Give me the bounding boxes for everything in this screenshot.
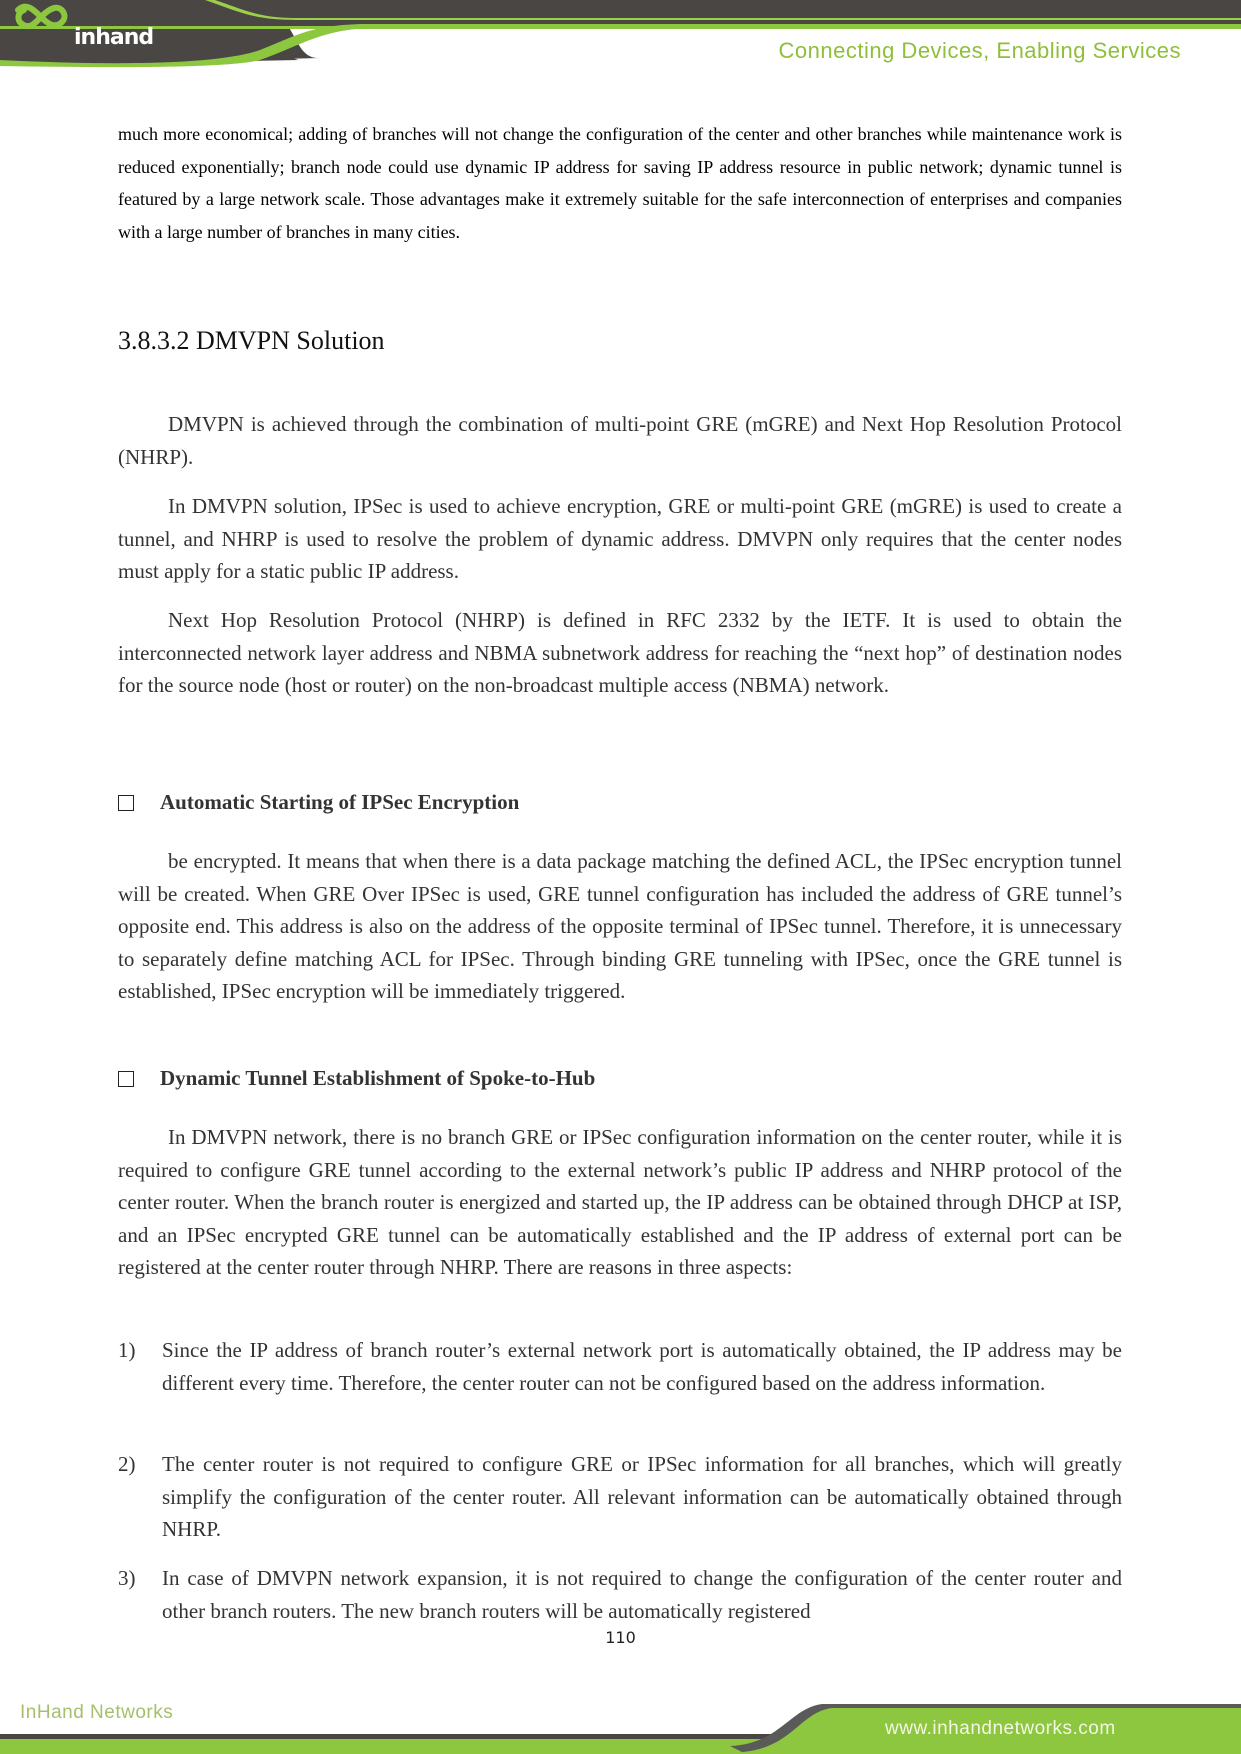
page-number: 110 bbox=[605, 1628, 636, 1647]
list-item-number: 1) bbox=[118, 1338, 136, 1362]
list-item-number: 3) bbox=[118, 1566, 136, 1590]
page-footer bbox=[0, 1690, 1241, 1754]
paragraph-ipsec: be encrypted. It means that when there is a data package matching the defined ACL, the IPSec encryption tunnel will be created. When GRE Over IPSec is used, GRE tunnel configuration has included the address of GRE tunnel’s opposite end. This address is also on the address of the opposite terminal of IPSec tunnel. Therefore, it is unnecessary to separately define matching ACL for IPSec. Through binding GRE tunneling with IPSec, once the GRE tunnel is established, IPSec encryption will be immediately triggered. bbox=[118, 849, 1122, 1003]
section-heading: 3.8.3.2 DMVPN Solution bbox=[118, 326, 385, 355]
list-item bbox=[118, 1334, 1122, 1399]
list-item-text: In case of DMVPN network expansion, it is not required to change the configuration of the center router and other branch routers. The new branch routers will be automatically registered bbox=[162, 1566, 1122, 1623]
header-tagline: Connecting Devices, Enabling Services bbox=[778, 38, 1181, 63]
list-item bbox=[118, 1562, 1122, 1627]
page-header bbox=[0, 0, 1241, 80]
paragraph-spoke-to-hub: In DMVPN network, there is no branch GRE or IPSec configuration information on the center router, while it is required to configure GRE tunnel according to the external network’s public IP address and NHRP protocol of the center router. When the branch router is energized and started up, the IP address can be obtained through DHCP at ISP, and an IPSec encrypted GRE tunnel can be automatically established and the IP address of external port can be registered at the center router through NHRP. There are reasons in three aspects: bbox=[118, 1125, 1122, 1279]
subsection-heading-spoke-to-hub bbox=[118, 1066, 595, 1091]
checkbox-bullet-icon bbox=[118, 795, 134, 811]
footer-website-link[interactable]: www.inhandnetworks.com bbox=[885, 1718, 1116, 1739]
footer-brand: InHand Networks bbox=[20, 1702, 174, 1723]
subsection-heading-ipsec bbox=[118, 790, 519, 815]
subsection-heading-text: Dynamic Tunnel Establishment of Spoke-to-Hub bbox=[160, 1066, 596, 1090]
intro-paragraph: much more economical; adding of branches will not change the configuration of the center and other branches while maintenance work is reduced exponentially; branch node could use dynamic IP address for saving IP address resource in public network; dynamic tunnel is featured by a large network scale. Those advantages make it extremely suitable for the safe interconnection of enterprises and companies with a large number of branches in many cities. bbox=[118, 124, 1122, 242]
list-item-text: Since the IP address of branch router’s external network port is automatically obtained, the IP address may be different every time. Therefore, the center router can not be configured based on the address information. bbox=[162, 1338, 1122, 1395]
paragraph-dmvpn-overview: DMVPN is achieved through the combination of multi-point GRE (mGRE) and Next Hop Resolution Protocol (NHRP). bbox=[118, 412, 1122, 469]
list-item bbox=[118, 1448, 1122, 1546]
list-item-number: 2) bbox=[118, 1452, 136, 1476]
paragraph-dmvpn-solution: In DMVPN solution, IPSec is used to achieve encryption, GRE or multi-point GRE (mGRE) is used to create a tunnel, and NHRP is used to resolve the problem of dynamic address. DMVPN only requires that the center nodes must apply for a static public IP address. bbox=[118, 494, 1122, 583]
document-body bbox=[118, 118, 1122, 1623]
inhand-logo-icon bbox=[0, 0, 80, 55]
checkbox-bullet-icon bbox=[118, 1071, 134, 1087]
subsection-heading-text: Automatic Starting of IPSec Encryption bbox=[160, 790, 520, 814]
list-item-text: The center router is not required to configure GRE or IPSec information for all branches, which will greatly simplify the configuration of the center router. All relevant information can be automatically obtained through NHRP. bbox=[162, 1452, 1122, 1541]
logo-text: inhand bbox=[74, 25, 154, 50]
paragraph-nhrp: Next Hop Resolution Protocol (NHRP) is defined in RFC 2332 by the IETF. It is used to obtain the interconnected network layer address and NBMA subnetwork address for reaching the “next hop” of destination nodes for the source node (host or router) on the non-broadcast multiple access (NBMA) network. bbox=[118, 608, 1122, 697]
